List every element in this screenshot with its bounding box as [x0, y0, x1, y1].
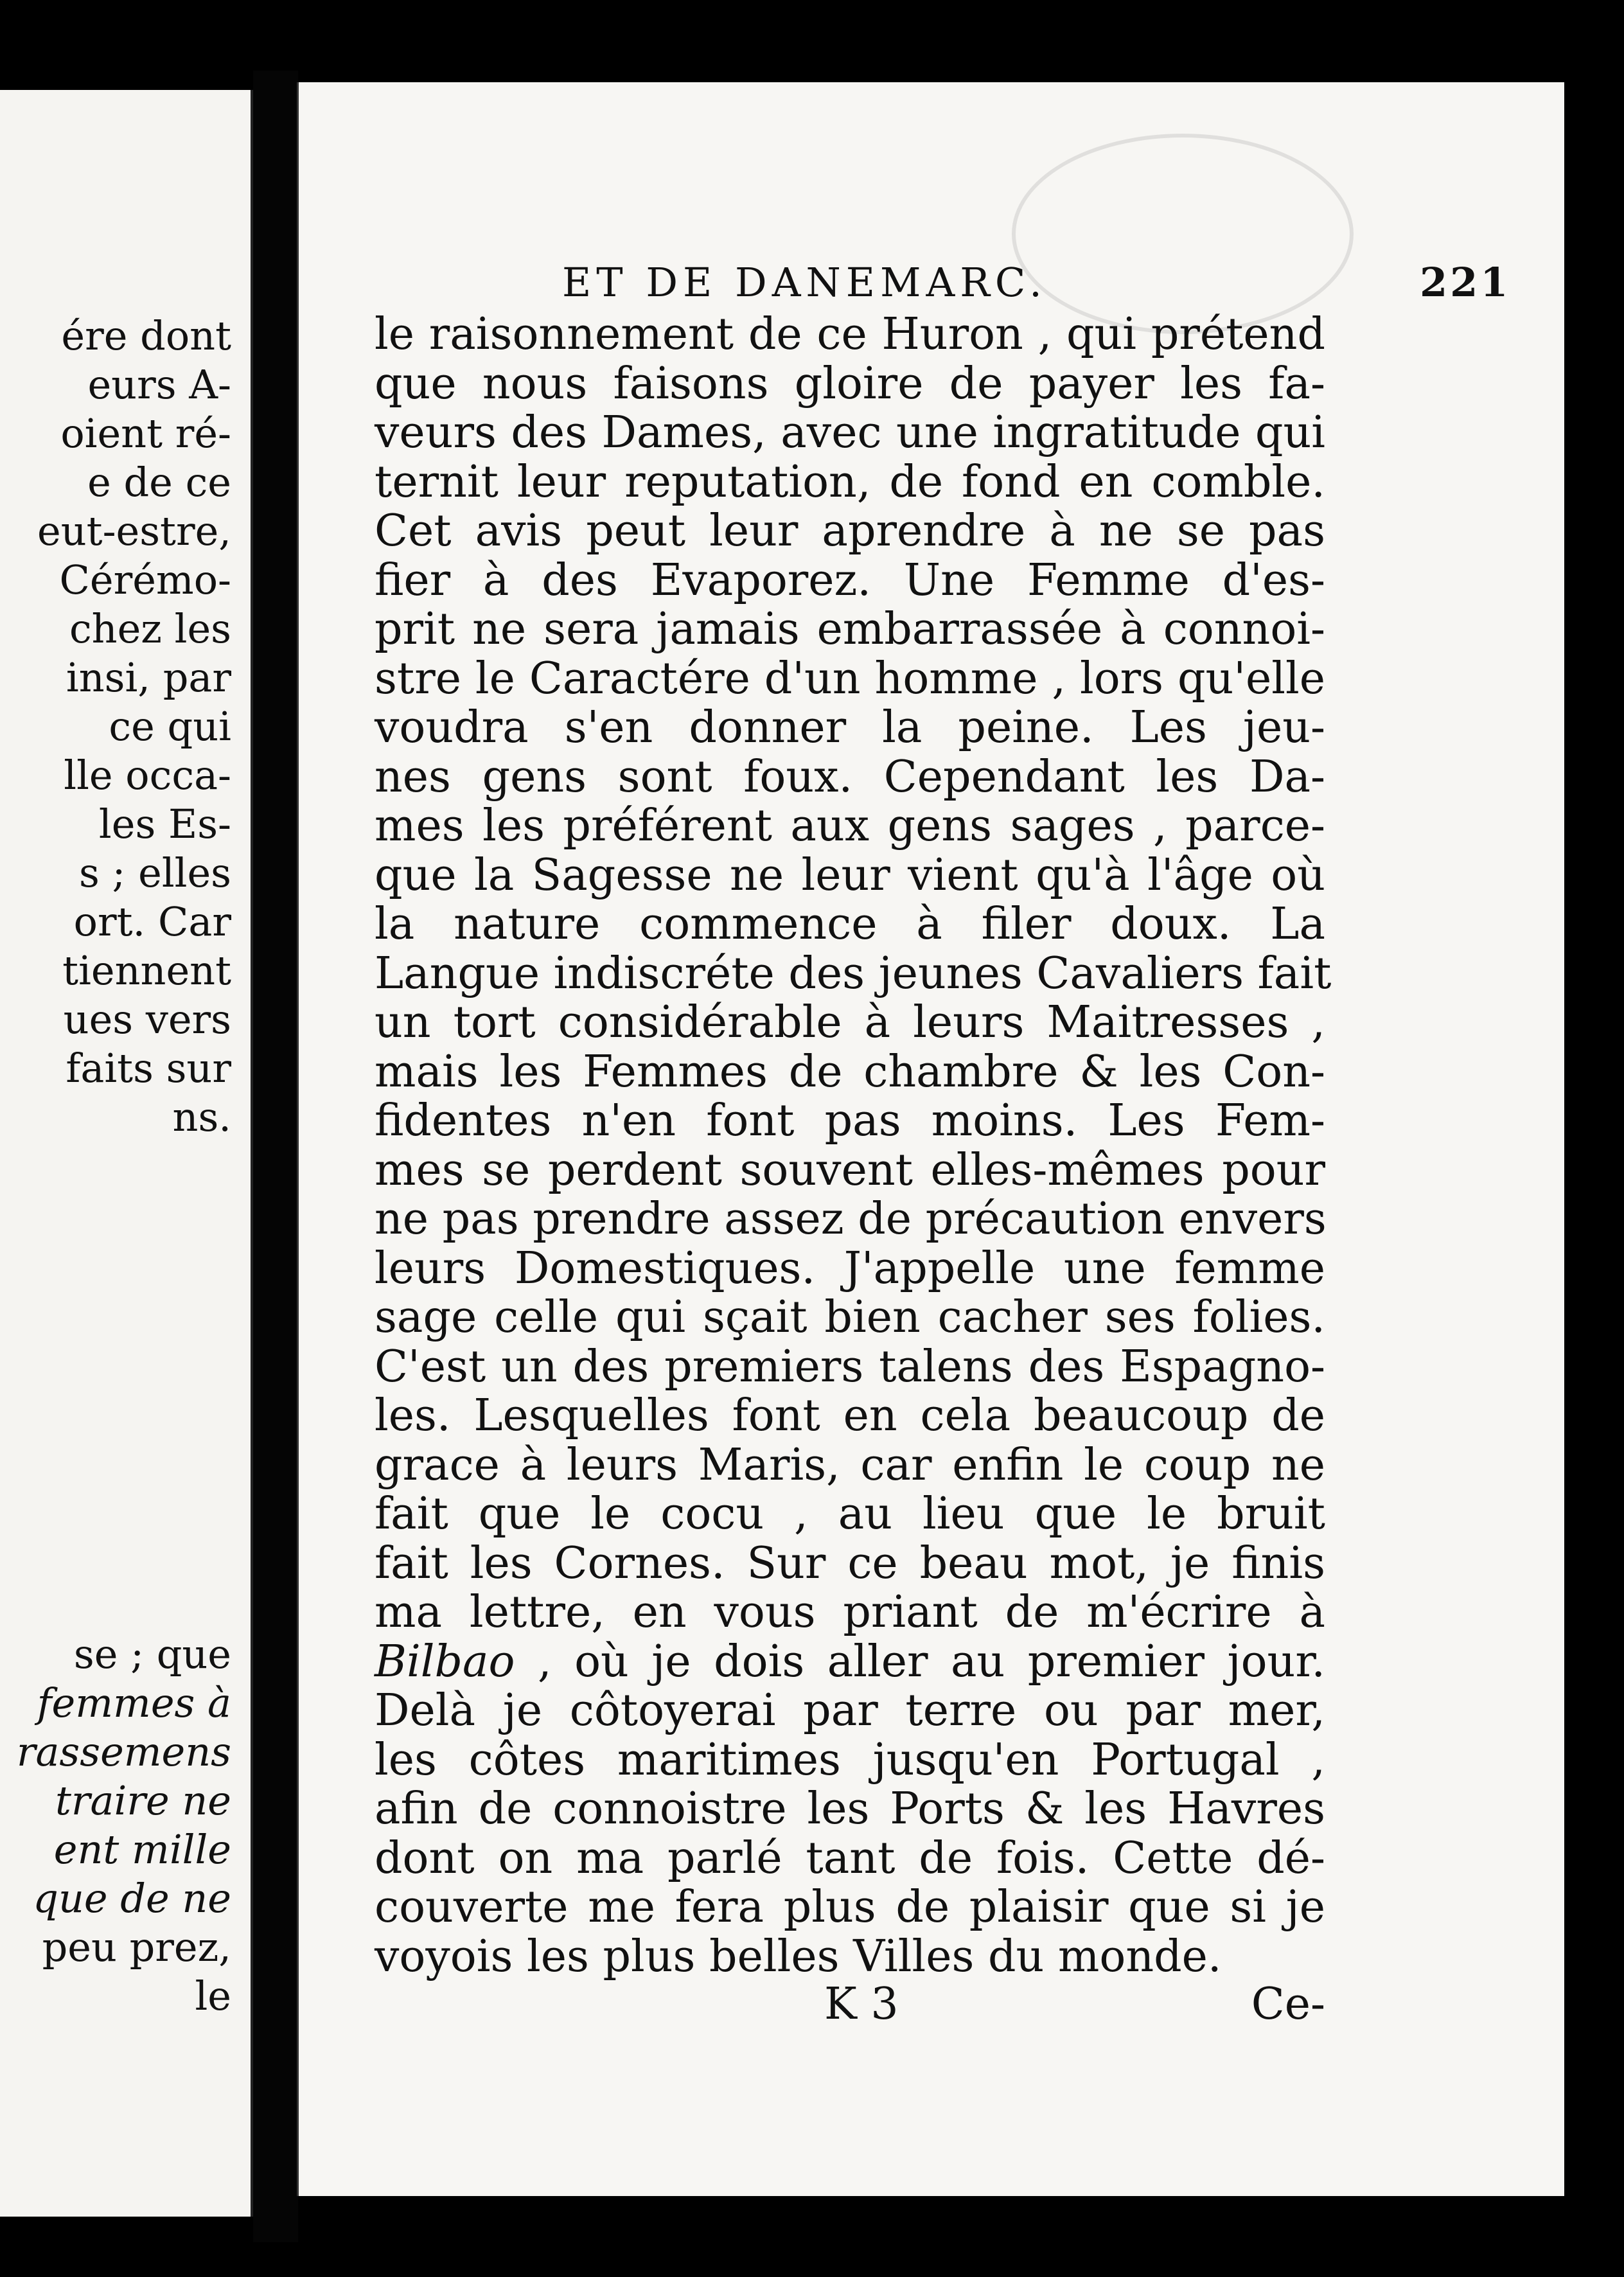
- text-line: [375, 753, 1325, 802]
- text-segment: Langue indiscréte des jeunes Cavaliers fait: [375, 948, 1332, 999]
- text-line: [375, 310, 1325, 360]
- text-segment: Cet avis peut leur aprendre à ne se pas: [375, 506, 1325, 556]
- text-segment: fait les Cornes. Sur ce beau mot, je finis: [375, 1537, 1325, 1589]
- text-segment: C'est un des premiers talens des Espagno-: [375, 1341, 1325, 1392]
- left-text-line: faits sur: [66, 1045, 231, 1092]
- text-segment: prit ne sera jamais embarrassée à connoi-: [375, 604, 1325, 655]
- left-text-line: traire ne: [55, 1777, 231, 1824]
- text-segment: nes gens sont foux. Cependant les Da-: [375, 751, 1325, 802]
- text-segment: grace à leurs Maris, car enfin le coup ne: [375, 1439, 1325, 1491]
- text-line: [375, 507, 1325, 556]
- left-text-line: eut-estre,: [37, 508, 231, 554]
- page-number: 221: [1420, 259, 1511, 306]
- text-line: [375, 556, 1325, 606]
- text-line: [375, 1490, 1325, 1539]
- text-segment: , où je dois aller au premier jour.: [515, 1636, 1325, 1687]
- text-segment: le raisonnement de ce Huron , qui prétend: [375, 309, 1325, 360]
- text-line: [375, 655, 1325, 704]
- text-line: [375, 1539, 1325, 1589]
- italic-text-segment: Bilbao: [375, 1636, 515, 1687]
- left-text-line: [0, 1337, 231, 1386]
- text-segment: couverte me fera plus de plaisir que si je: [375, 1882, 1325, 1933]
- left-text-line: oient ré-: [60, 410, 231, 457]
- text-segment: afin de connoistre les Ports & les Havres: [375, 1784, 1325, 1834]
- left-text-line: ére dont: [61, 312, 231, 359]
- text-line: [375, 1343, 1325, 1392]
- left-text-line: chez les: [69, 605, 231, 652]
- text-segment: ne pas prendre assez de précaution envers: [375, 1194, 1327, 1245]
- text-line: [375, 998, 1325, 1048]
- text-segment: mes les préférent aux gens sages , parce-: [375, 801, 1325, 851]
- left-text-line: [0, 1484, 231, 1532]
- left-text-line: ent mille: [53, 1826, 231, 1873]
- left-text-line: eurs A-: [87, 361, 231, 408]
- text-segment: les côtes maritimes jusqu'en Portugal ,: [375, 1734, 1325, 1785]
- text-segment: leurs Domestiques. J'appelle une femme: [375, 1243, 1325, 1294]
- text-segment: veurs des Dames, avec une ingratitude qui: [375, 407, 1325, 458]
- text-line: [375, 1293, 1325, 1343]
- text-line: [375, 458, 1325, 508]
- text-line: [375, 1785, 1325, 1834]
- text-segment: ternit leur reputation, de fond en comble.: [375, 456, 1325, 508]
- left-text-line: ce qui: [109, 703, 231, 750]
- text-segment: mais les Femmes de chambre & les Con-: [375, 1046, 1325, 1097]
- text-segment: fidentes n'en font pas moins. Les Fem-: [375, 1095, 1325, 1146]
- left-text-line: insi, par: [66, 654, 231, 701]
- left-text-line: que de ne: [33, 1875, 231, 1922]
- catchword: Ce-: [1251, 1979, 1325, 2030]
- text-segment: voyois les plus belles Villes du monde.: [375, 1931, 1222, 1982]
- text-line: [375, 1048, 1325, 1097]
- left-text-line: ues vers: [63, 996, 231, 1043]
- text-segment: stre le Caractére d'un homme , lors qu'elle: [375, 653, 1325, 704]
- left-text-line: le: [195, 1972, 231, 2019]
- text-segment: Delà je côtoyerai par terre ou par mer,: [375, 1685, 1325, 1736]
- text-line: [375, 1588, 1325, 1638]
- left-text-line: [0, 1239, 231, 1288]
- left-page-text: [0, 312, 231, 2021]
- left-text-line: [0, 1435, 231, 1484]
- text-line: [375, 409, 1325, 458]
- text-line: [375, 1245, 1325, 1294]
- text-line: [375, 900, 1325, 950]
- text-line: [375, 1097, 1325, 1146]
- left-text-line: rassemens: [16, 1728, 231, 1775]
- left-text-line: [0, 1288, 231, 1337]
- left-text-line: femmes à: [37, 1679, 231, 1726]
- text-line: [375, 1687, 1325, 1736]
- text-line: [375, 1883, 1325, 1933]
- left-text-line: se ; que: [73, 1631, 231, 1678]
- text-line: [375, 605, 1325, 655]
- text-segment: fier à des Evaporez. Une Femme d'es-: [375, 554, 1325, 606]
- text-segment: un tort considérable à leurs Maitresses ,: [375, 997, 1325, 1048]
- text-segment: sage celle qui sçait bien cacher ses folies.: [375, 1292, 1325, 1343]
- text-segment: voudra s'en donner la peine. Les jeu-: [375, 702, 1325, 753]
- text-line: [375, 1441, 1325, 1491]
- text-segment: dont on ma parlé tant de fois. Cette dé-: [375, 1832, 1325, 1884]
- text-segment: mes se perdent souvent elles-mêmes pour: [375, 1144, 1325, 1196]
- left-text-line: [0, 1581, 231, 1630]
- left-text-line: [0, 1191, 231, 1239]
- signature-mark: K 3: [824, 1979, 899, 2030]
- left-text-line: [0, 1386, 231, 1435]
- text-segment: les. Lesquelles font en cela beaucoup de: [375, 1390, 1325, 1441]
- text-segment: ma lettre, en vous priant de m'écrire à: [375, 1587, 1325, 1638]
- text-line: [375, 802, 1325, 851]
- text-line: [375, 1195, 1325, 1245]
- text-line: [375, 948, 1332, 999]
- text-line: [375, 851, 1325, 901]
- text-segment: que nous faisons gloire de payer les fa-: [375, 358, 1325, 409]
- left-text-line: ns.: [172, 1094, 231, 1140]
- page-footer: [375, 1979, 1325, 2037]
- text-line: [375, 704, 1325, 753]
- running-title: ET DE DANEMARC.: [562, 259, 1047, 306]
- text-line: [375, 360, 1325, 409]
- left-text-line: ort. Car: [73, 898, 231, 945]
- left-text-line: [0, 1142, 231, 1191]
- text-line: [375, 1736, 1325, 1785]
- left-text-line: Cérémo-: [59, 556, 231, 603]
- book-gutter: [253, 71, 298, 2242]
- page-body-text: [375, 309, 1332, 1982]
- left-text-line: lle occa-: [64, 752, 231, 799]
- left-text-line: s ; elles: [79, 849, 231, 896]
- text-line: [375, 1638, 1325, 1687]
- text-line: [375, 1933, 1325, 1982]
- left-text-line: les Es-: [98, 801, 231, 847]
- left-text-line: [0, 1532, 231, 1581]
- text-segment: fait que le cocu , au lieu que le bruit: [375, 1489, 1325, 1539]
- left-text-line: e de ce: [87, 459, 231, 506]
- text-segment: la nature commence à filer doux. La: [375, 899, 1325, 950]
- left-text-line: tiennent: [62, 947, 231, 994]
- left-page: [0, 90, 253, 2217]
- text-line: [375, 1392, 1325, 1441]
- text-line: [375, 1834, 1325, 1884]
- text-segment: que la Sagesse ne leur vient qu'à l'âge où: [375, 849, 1325, 901]
- left-text-line: peu prez,: [42, 1924, 231, 1971]
- text-line: [375, 1146, 1325, 1196]
- right-page: [297, 82, 1564, 2196]
